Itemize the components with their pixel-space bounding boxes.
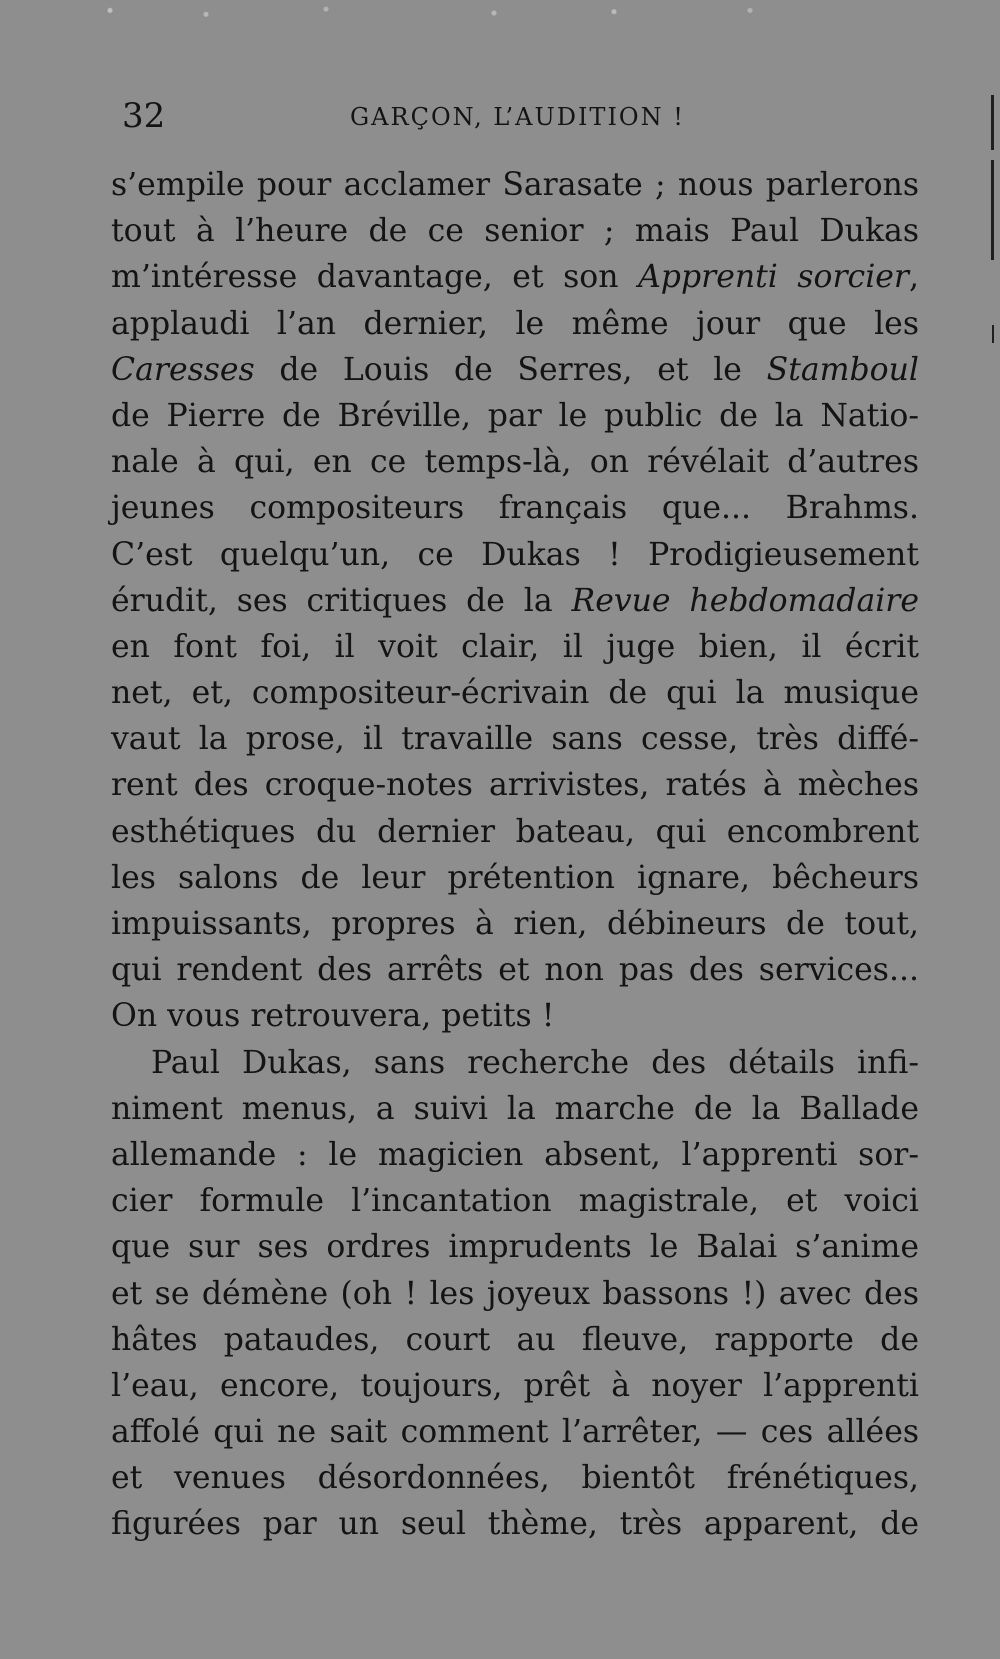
text-segment: esthétiques du dernier bateau, qui encombrent <box>111 813 919 850</box>
body-text <box>111 162 919 1548</box>
text-line <box>111 1317 919 1363</box>
text-line <box>111 670 919 716</box>
text-line <box>111 716 919 762</box>
text-segment: C’est quelqu’un, ce Dukas ! Prodigieusement <box>111 536 919 573</box>
text-line <box>111 1178 919 1224</box>
text-segment: érudit, ses critiques de la <box>111 582 572 619</box>
text-segment: s’empile pour acclamer Sarasate ; nous parlerons <box>111 167 919 203</box>
text-line <box>111 947 919 993</box>
text-segment: jeunes compositeurs français que... Brahms. <box>111 490 919 527</box>
page-edge-mark <box>991 160 994 260</box>
text-line <box>111 762 919 808</box>
text-line <box>111 393 919 439</box>
text-segment: nale à qui, en ce temps-là, on révélait d’autres <box>111 444 919 481</box>
text-segment: affolé qui ne sait comment l’arrêter, — ces allées <box>111 1414 919 1451</box>
text-segment: figurées par un seul thème, très apparent, de <box>111 1506 919 1543</box>
text-segment: que sur ses ordres imprudents le Balai s’anime <box>111 1229 919 1266</box>
text-line <box>111 485 919 531</box>
italic-title: Caresses <box>111 351 255 388</box>
text-line <box>111 1455 919 1501</box>
text-line <box>111 809 919 855</box>
text-segment: , <box>908 259 919 296</box>
text-line <box>111 208 919 254</box>
text-line <box>111 1086 919 1132</box>
text-line <box>111 1271 919 1317</box>
text-line <box>111 162 919 208</box>
text-segment: net, et, compositeur-écrivain de qui la musique <box>111 675 919 712</box>
text-line <box>111 855 919 901</box>
text-segment: cier formule l’incantation magistrale, et voici <box>111 1183 919 1220</box>
text-segment: et venues désordonnées, bientôt frénétiques, <box>111 1460 919 1497</box>
text-segment: m’intéresse davantage, et son <box>111 259 639 296</box>
text-segment: et se démène (oh ! les joyeux bassons !) avec des <box>111 1275 919 1312</box>
text-segment: vaut la prose, il travaille sans cesse, très diffé- <box>111 721 919 758</box>
text-segment: niment menus, a suivi la marche de la Ballade <box>111 1090 919 1127</box>
text-segment: de Louis de Serres, et le <box>254 351 767 388</box>
text-line <box>111 1040 919 1086</box>
text-line <box>111 347 919 393</box>
text-segment: On vous retrouvera, petits ! <box>111 998 555 1035</box>
text-line <box>111 1409 919 1455</box>
page-header <box>122 92 912 140</box>
page-number: 32 <box>122 96 166 136</box>
running-head: GARÇON, L’AUDITION ! <box>350 103 685 131</box>
text-line <box>111 532 919 578</box>
text-segment: qui rendent des arrêts et non pas des services... <box>111 952 919 989</box>
page-edge-mark <box>992 325 994 343</box>
text-line <box>111 624 919 670</box>
text-segment: impuissants, propres à rien, débineurs de tout, <box>111 906 919 942</box>
text-segment: en font foi, il voit clair, il juge bien, il écrit <box>111 628 919 665</box>
text-line <box>111 1132 919 1178</box>
scan-noise <box>30 0 830 26</box>
text-line <box>111 901 919 947</box>
text-line <box>111 993 919 1039</box>
text-segment: tout à l’heure de ce senior ; mais Paul Dukas <box>111 213 919 250</box>
text-segment: applaudi l’an dernier, le même jour que les <box>111 305 919 342</box>
text-segment: de Pierre de Bréville, par le public de la Natio- <box>111 397 919 434</box>
text-segment: l’eau, encore, toujours, prêt à noyer l’apprenti <box>111 1367 919 1404</box>
text-segment: Paul Dukas, sans recherche des détails infi- <box>151 1044 919 1081</box>
text-line <box>111 1363 919 1409</box>
text-line <box>111 1501 919 1547</box>
text-line <box>111 439 919 485</box>
italic-title: Stamboul <box>766 351 919 388</box>
text-line <box>111 578 919 624</box>
text-line <box>111 1224 919 1270</box>
text-segment: rent des croque-notes arrivistes, ratés à mèches <box>111 767 919 804</box>
text-segment: hâtes pataudes, court au fleuve, rapporte de <box>111 1321 919 1358</box>
text-segment: allemande : le magicien absent, l’apprenti sor- <box>111 1136 919 1173</box>
text-line <box>111 254 919 300</box>
page-edge-mark <box>991 95 994 150</box>
text-line <box>111 301 919 347</box>
italic-title: Revue hebdomadaire <box>571 582 919 619</box>
italic-title: Apprenti sorcier <box>638 259 909 296</box>
text-segment: les salons de leur prétention ignare, bêcheurs <box>111 859 919 896</box>
